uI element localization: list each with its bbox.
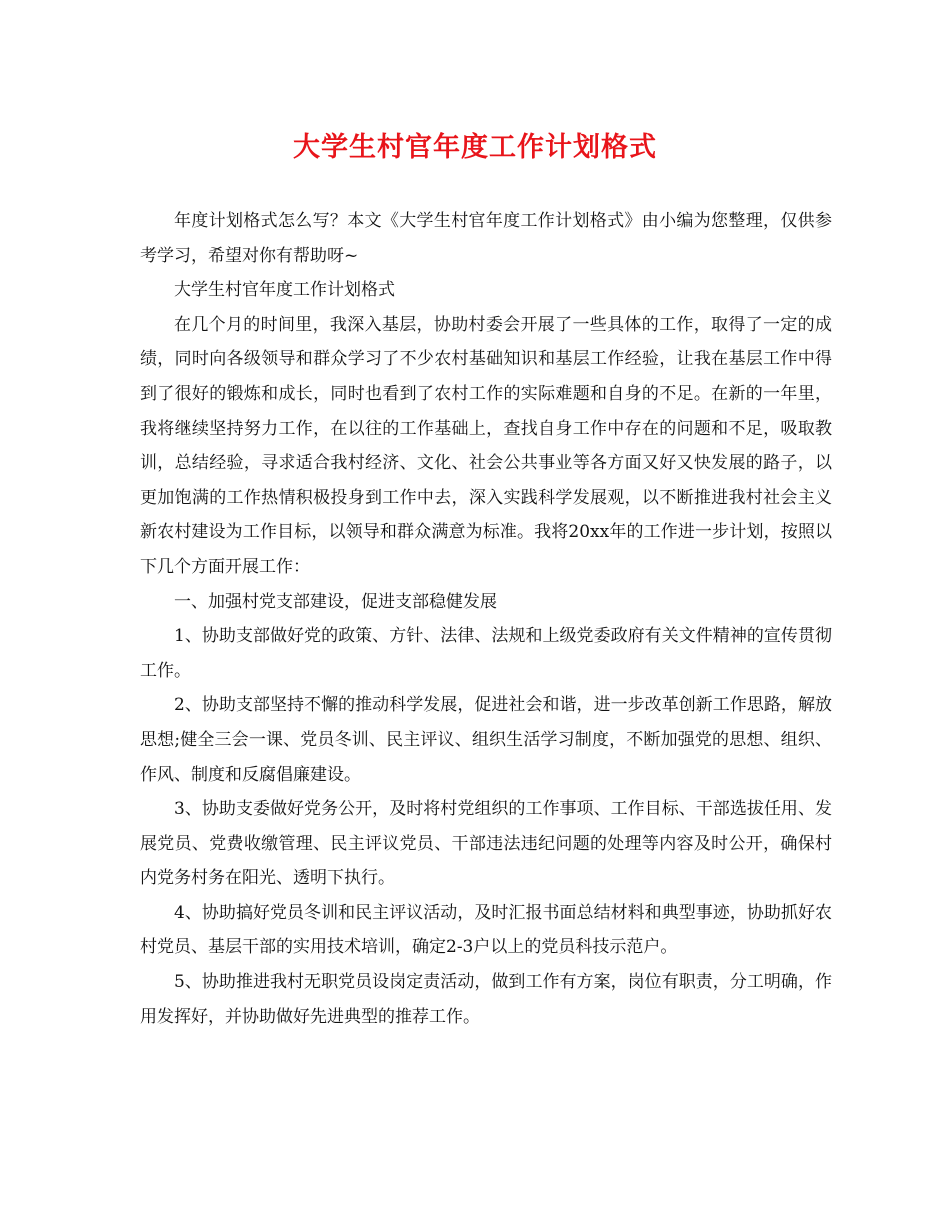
list-item-2: 2、协助支部坚持不懈的推动科学发展，促进社会和谐，进一步改革创新工作思路，解放思想;健全三会一课、党员冬训、民主评议、组织生活学习制度，不断加强党的思想、组织、作风、制度和反腐倡廉建设。 bbox=[140, 695, 832, 785]
list-item-1: 1、协助支部做好党的政策、方针、法律、法规和上级党委政府有关文件精神的宣传贯彻工作。 bbox=[140, 626, 832, 681]
section-heading: 一、加强村党支部建设，促进支部稳健发展 bbox=[174, 591, 497, 612]
intro-paragraph: 年度计划格式怎么写？本文《大学生村官年度工作计划格式》由小编为您整理，仅供参考学习，希望对你有帮助呀~ bbox=[140, 211, 832, 266]
document-body bbox=[140, 204, 832, 1034]
document-title: 大学生村官年度工作计划格式 bbox=[293, 132, 657, 163]
main-paragraph: 在几个月的时间里，我深入基层，协助村委会开展了一些具体的工作，取得了一定的成绩，同时向各级领导和群众学习了不少农村基础知识和基层工作经验，让我在基层工作中得到了很好的锻炼和成长，同时也看到了农村工作的实际难题和自身的不足。在新的一年里，我将继续坚持努力工作，在以往的工作基础上，查找自身工作中存在的问题和不足，吸取教训，总结经验，寻求适合我村经济、文化、社会公共事业等各方面又好又快发展的路子，以更加饱满的工作热情积极投身到工作中去，深入实践科学发展观，以不断推进我村社会主义新农村建设为工作目标，以领导和群众满意为标准。我将20xx年的工作进一步计划，按照以下几个方面开展工作： bbox=[140, 314, 832, 577]
list-item-4: 4、协助搞好党员冬训和民主评议活动，及时汇报书面总结材料和典型事迹，协助抓好农村党员、基层干部的实用技术培训，确定2-3户以上的党员科技示范户。 bbox=[140, 902, 832, 958]
subtitle-paragraph: 大学生村官年度工作计划格式 bbox=[174, 280, 395, 301]
list-item-3: 3、协助支委做好党务公开，及时将村党组织的工作事项、工作目标、干部选拔任用、发展党员、党费收缴管理、民主评议党员、干部违法违纪问题的处理等内容及时公开，确保村内党务村务在阳光、透明下执行。 bbox=[140, 799, 832, 889]
list-item-5: 5、协助推进我村无职党员设岗定责活动，做到工作有方案，岗位有职责，分工明确，作用发挥好，并协助做好先进典型的推荐工作。 bbox=[140, 972, 832, 1027]
